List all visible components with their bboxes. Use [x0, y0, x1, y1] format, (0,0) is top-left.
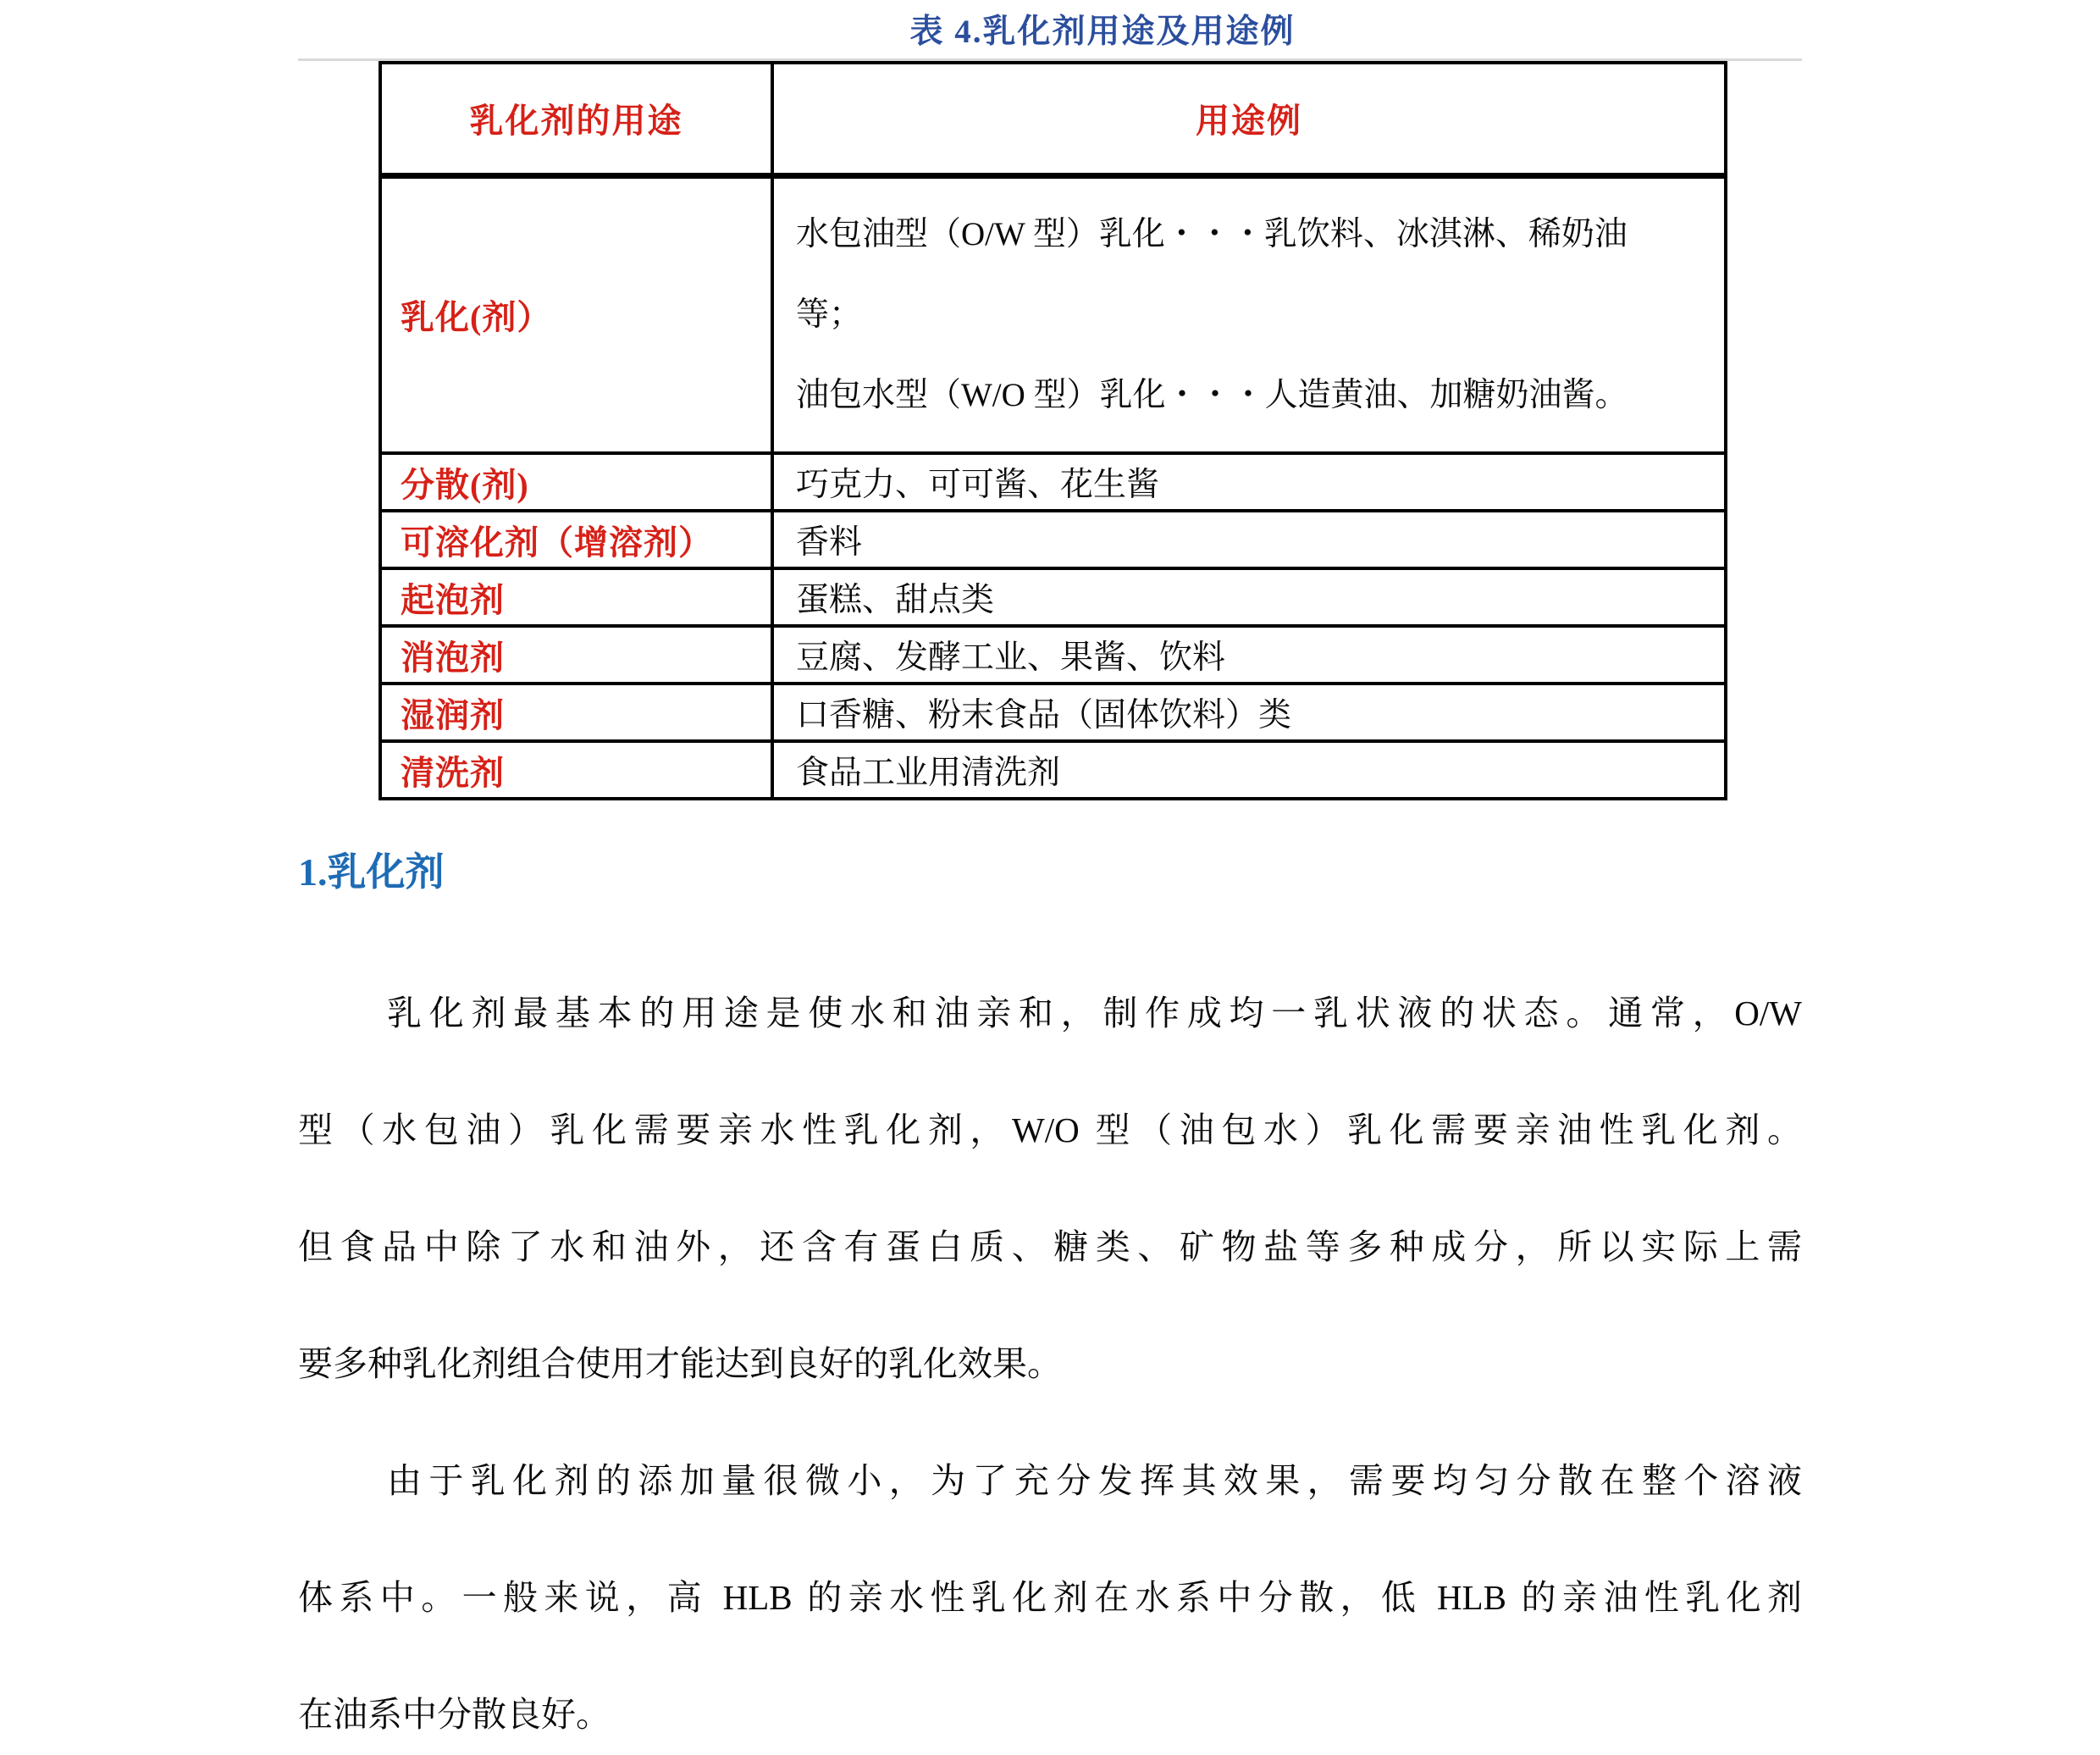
table-row [380, 626, 1726, 684]
paragraph-line: 型（水包油）乳化需要亲水性乳化剂，W/O 型（油包水）乳化需要亲油性乳化剂。 [298, 1110, 1802, 1149]
usage-cell: 消泡剂 [380, 626, 772, 684]
body-text [298, 955, 1802, 1755]
example-line: 水包油型（O/W 型）乳化・・・乳饮料、冰淇淋、稀奶油 [796, 216, 1628, 253]
example-cell [772, 175, 1726, 453]
section-heading: 1.乳化剂 [298, 850, 445, 894]
paragraph-line: 体系中。一般来说，高 HLB 的亲水性乳化剂在水系中分散，低 HLB 的亲油性乳化剂 [298, 1578, 1802, 1617]
usage-cell: 清洗剂 [380, 741, 772, 799]
usage-cell: 乳化(剂） [380, 175, 772, 453]
paragraph-line: 但食品中除了水和油外，还含有蛋白质、糖类、矿物盐等多种成分，所以实际上需 [298, 1227, 1802, 1266]
usage-cell: 分散(剂) [380, 453, 772, 511]
usage-cell: 起泡剂 [380, 568, 772, 626]
example-line: 等； [796, 296, 863, 334]
table-row [380, 568, 1726, 626]
header-example-cell: 用途例 [772, 63, 1726, 175]
example-cell: 香料 [772, 511, 1726, 568]
header-usage-cell: 乳化剂的用途 [380, 63, 772, 175]
example-cell: 食品工业用清洗剂 [772, 741, 1726, 799]
table-row [380, 511, 1726, 568]
example-line: 油包水型（W/O 型）乳化・・・人造黄油、加糖奶油酱。 [796, 377, 1628, 414]
paragraph [298, 955, 1802, 1422]
example-cell: 蛋糕、甜点类 [772, 568, 1726, 626]
table-header-row [380, 63, 1726, 175]
paragraph-line: 乳化剂最基本的用途是使水和油亲和，制作成均一乳状液的状态。通常，O/W [387, 994, 1802, 1033]
table-row [380, 453, 1726, 511]
paragraph-line: 在油系中分散良好。 [298, 1695, 611, 1734]
paragraph [298, 1422, 1802, 1755]
emulsifier-usage-table [379, 61, 1727, 800]
usage-cell: 湿润剂 [380, 684, 772, 741]
table-row [380, 741, 1726, 799]
table-caption: 表 4.乳化剂用途及用途例 [909, 14, 1296, 50]
usage-cell: 可溶化剂（增溶剂） [380, 511, 772, 568]
example-cell: 豆腐、发酵工业、果酱、饮料 [772, 626, 1726, 684]
example-cell: 巧克力、可可酱、花生酱 [772, 453, 1726, 511]
example-cell: 口香糖、粉末食品（固体饮料）类 [772, 684, 1726, 741]
table-row [380, 684, 1726, 741]
paragraph-line: 由于乳化剂的添加量很微小，为了充分发挥其效果，需要均匀分散在整个溶液 [387, 1461, 1802, 1500]
paragraph-line: 要多种乳化剂组合使用才能达到良好的乳化效果。 [298, 1344, 1062, 1383]
table-row [380, 175, 1726, 453]
